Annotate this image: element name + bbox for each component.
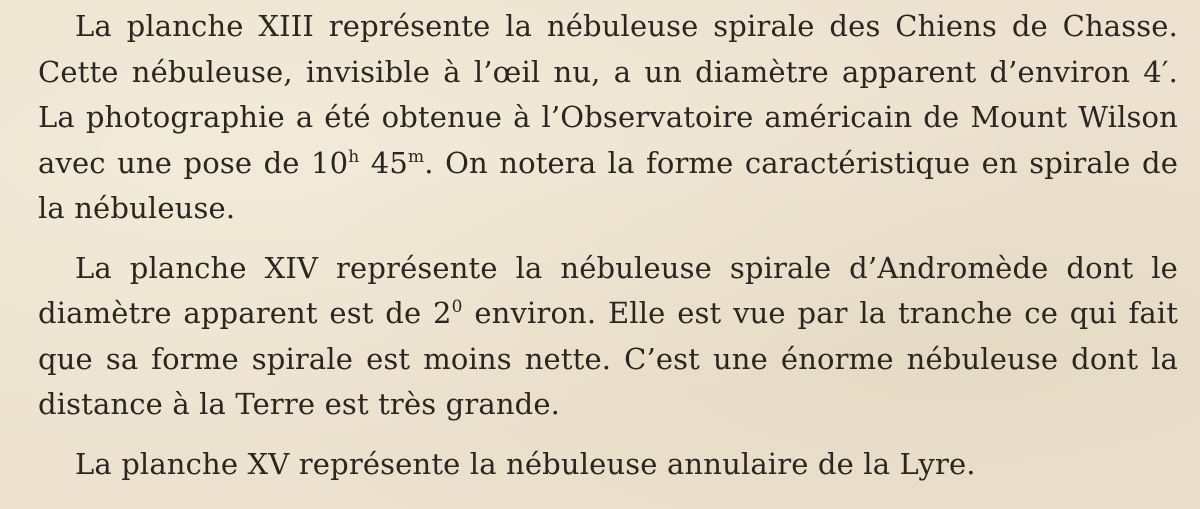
hours-superscript: h bbox=[348, 146, 360, 167]
body-text bbox=[38, 4, 1178, 487]
paragraph-text: La planche XIV représente la nébuleuse spirale d’Andromède dont le diamètre apparent est de 2 bbox=[38, 250, 1178, 330]
paragraph-text: 45 bbox=[359, 145, 408, 180]
paragraph-text: environ. Elle est vue par la tranche ce qui fait que sa forme spirale est moins nette. C’est une énorme nébuleuse dont la distance à la Terre est très grande. bbox=[38, 296, 1178, 421]
paragraph-text: . On notera la forme caractéristique en spirale de la nébuleuse. bbox=[38, 145, 1179, 225]
paragraph-text: La planche XIII représente la nébuleuse spirale des Chiens de Chasse. Cette nébuleuse, invisible à l’œil nu, a un diamètre apparent d’environ 4′. La photographie a été obtenue à l’Observatoire américain de Mount Wilson avec une pose de 10 bbox=[38, 9, 1178, 180]
paragraph-planche-xv bbox=[38, 442, 1178, 488]
paragraph-planche-xiv bbox=[38, 246, 1178, 428]
degree-superscript: 0 bbox=[451, 297, 463, 317]
paragraph-planche-xiii bbox=[38, 4, 1178, 232]
minutes-superscript: m bbox=[408, 146, 425, 167]
paragraph-text: La planche XV représente la nébuleuse annulaire de la Lyre. bbox=[75, 446, 976, 481]
